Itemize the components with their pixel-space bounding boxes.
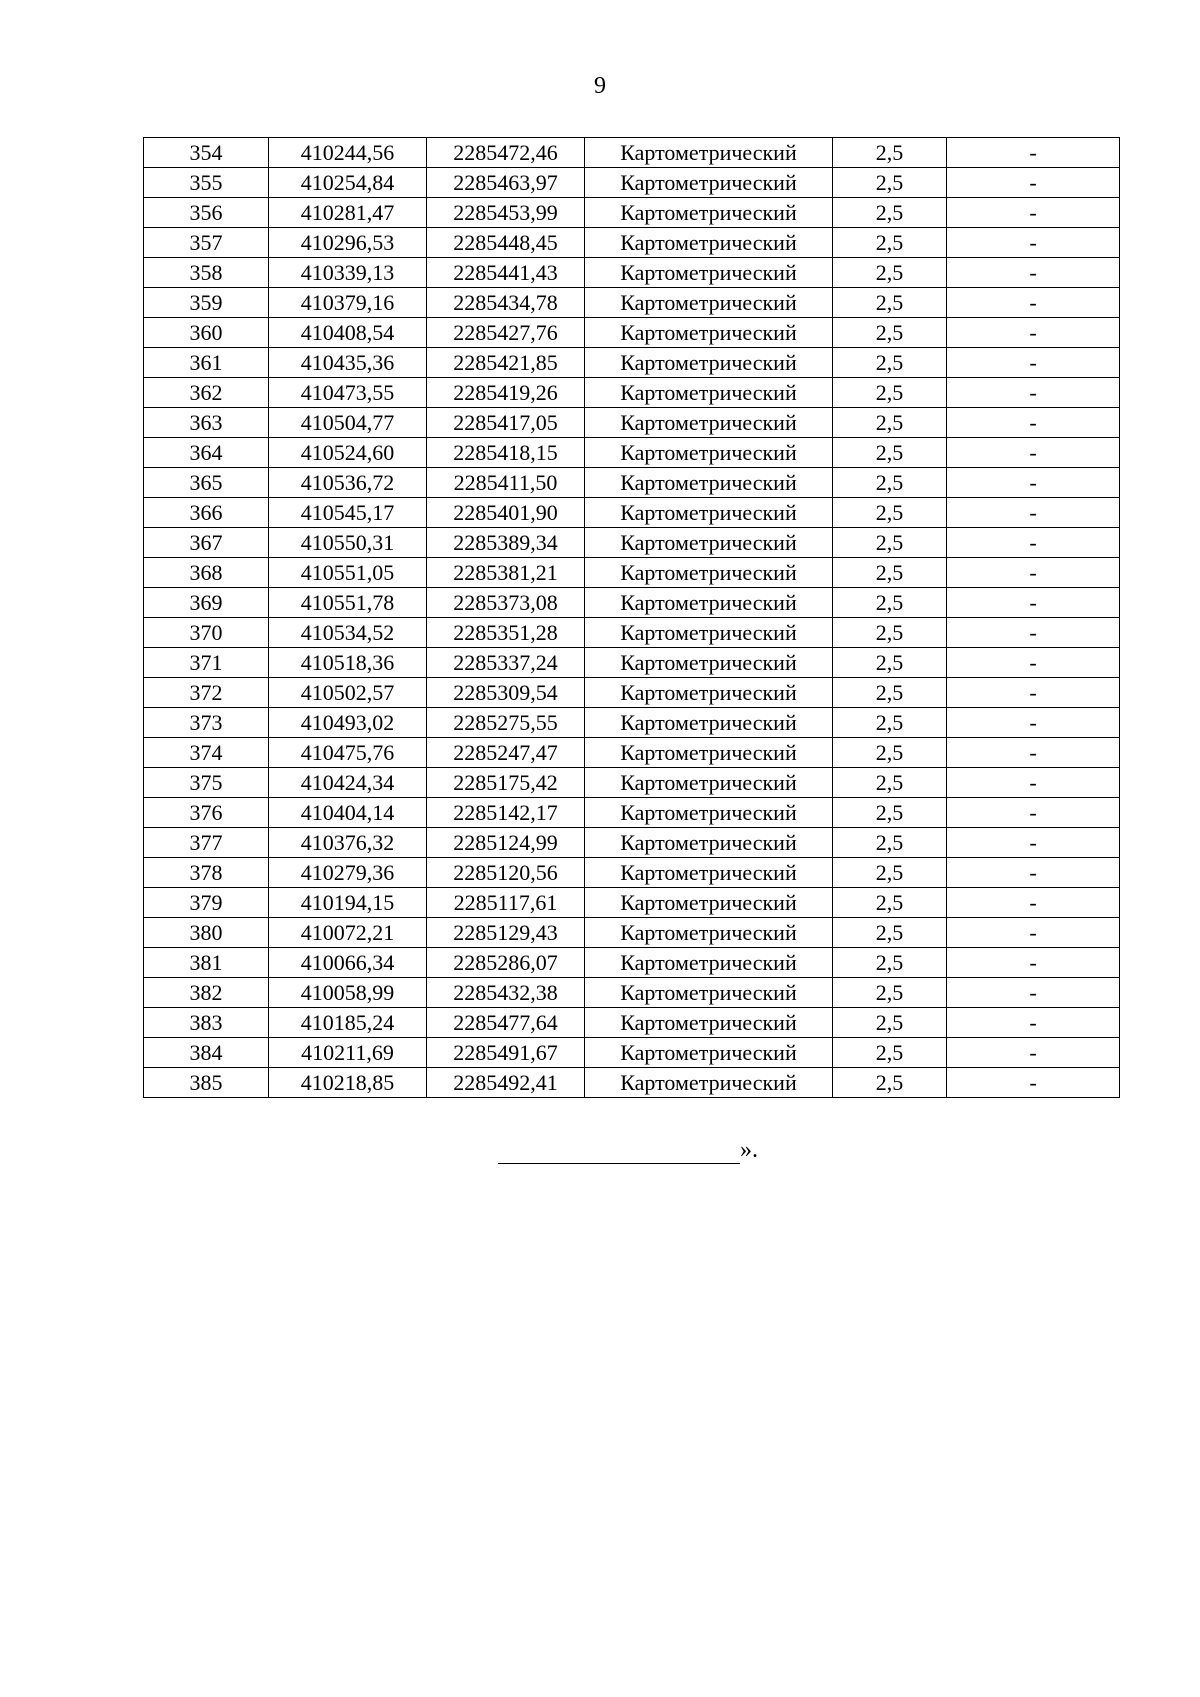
table-row (144, 1068, 1120, 1098)
precision-cell: 2,5 (833, 858, 947, 888)
point-number-cell: 376 (144, 798, 269, 828)
method-cell: Картометрический (585, 288, 833, 318)
precision-cell: 2,5 (833, 768, 947, 798)
note-cell: - (947, 1008, 1120, 1038)
x-coordinate-cell: 410194,15 (269, 888, 427, 918)
table-row (144, 828, 1120, 858)
x-coordinate-cell: 410536,72 (269, 468, 427, 498)
table-row (144, 678, 1120, 708)
precision-cell: 2,5 (833, 198, 947, 228)
table-row (144, 498, 1120, 528)
x-coordinate-cell: 410379,16 (269, 288, 427, 318)
x-coordinate-cell: 410279,36 (269, 858, 427, 888)
coordinates-table-body (144, 138, 1120, 1098)
note-cell: - (947, 678, 1120, 708)
precision-cell: 2,5 (833, 678, 947, 708)
table-row (144, 288, 1120, 318)
table-row (144, 918, 1120, 948)
precision-cell: 2,5 (833, 648, 947, 678)
x-coordinate-cell: 410545,17 (269, 498, 427, 528)
precision-cell: 2,5 (833, 228, 947, 258)
method-cell: Картометрический (585, 498, 833, 528)
method-cell: Картометрический (585, 468, 833, 498)
precision-cell: 2,5 (833, 288, 947, 318)
x-coordinate-cell: 410550,31 (269, 528, 427, 558)
coordinates-table (143, 137, 1120, 1098)
table-row (144, 708, 1120, 738)
table-row (144, 1038, 1120, 1068)
table-row (144, 558, 1120, 588)
table-row (144, 798, 1120, 828)
x-coordinate-cell: 410551,78 (269, 588, 427, 618)
precision-cell: 2,5 (833, 318, 947, 348)
table-row (144, 168, 1120, 198)
note-cell: - (947, 1068, 1120, 1098)
note-cell: - (947, 408, 1120, 438)
table-row (144, 588, 1120, 618)
method-cell: Картометрический (585, 858, 833, 888)
table-row (144, 348, 1120, 378)
precision-cell: 2,5 (833, 168, 947, 198)
y-coordinate-cell: 2285492,41 (427, 1068, 585, 1098)
x-coordinate-cell: 410254,84 (269, 168, 427, 198)
point-number-cell: 362 (144, 378, 269, 408)
x-coordinate-cell: 410424,34 (269, 768, 427, 798)
table-row (144, 378, 1120, 408)
x-coordinate-cell: 410408,54 (269, 318, 427, 348)
y-coordinate-cell: 2285432,38 (427, 978, 585, 1008)
method-cell: Картометрический (585, 648, 833, 678)
y-coordinate-cell: 2285401,90 (427, 498, 585, 528)
point-number-cell: 381 (144, 948, 269, 978)
point-number-cell: 380 (144, 918, 269, 948)
table-row (144, 858, 1120, 888)
method-cell: Картометрический (585, 258, 833, 288)
table-row (144, 948, 1120, 978)
precision-cell: 2,5 (833, 888, 947, 918)
closing-line (498, 1136, 758, 1164)
precision-cell: 2,5 (833, 618, 947, 648)
precision-cell: 2,5 (833, 948, 947, 978)
x-coordinate-cell: 410475,76 (269, 738, 427, 768)
note-cell: - (947, 828, 1120, 858)
method-cell: Картометрический (585, 438, 833, 468)
x-coordinate-cell: 410058,99 (269, 978, 427, 1008)
note-cell: - (947, 888, 1120, 918)
y-coordinate-cell: 2285477,64 (427, 1008, 585, 1038)
note-cell: - (947, 318, 1120, 348)
page-number: 9 (594, 73, 606, 99)
y-coordinate-cell: 2285286,07 (427, 948, 585, 978)
point-number-cell: 379 (144, 888, 269, 918)
precision-cell: 2,5 (833, 918, 947, 948)
x-coordinate-cell: 410435,36 (269, 348, 427, 378)
y-coordinate-cell: 2285120,56 (427, 858, 585, 888)
closing-quote-mark: ». (740, 1137, 758, 1163)
table-row (144, 318, 1120, 348)
x-coordinate-cell: 410518,36 (269, 648, 427, 678)
method-cell: Картометрический (585, 918, 833, 948)
note-cell: - (947, 498, 1120, 528)
method-cell: Картометрический (585, 168, 833, 198)
method-cell: Картометрический (585, 678, 833, 708)
x-coordinate-cell: 410524,60 (269, 438, 427, 468)
note-cell: - (947, 768, 1120, 798)
method-cell: Картометрический (585, 138, 833, 168)
note-cell: - (947, 738, 1120, 768)
x-coordinate-cell: 410066,34 (269, 948, 427, 978)
x-coordinate-cell: 410473,55 (269, 378, 427, 408)
point-number-cell: 383 (144, 1008, 269, 1038)
note-cell: - (947, 858, 1120, 888)
method-cell: Картометрический (585, 528, 833, 558)
y-coordinate-cell: 2285129,43 (427, 918, 585, 948)
y-coordinate-cell: 2285418,15 (427, 438, 585, 468)
x-coordinate-cell: 410339,13 (269, 258, 427, 288)
precision-cell: 2,5 (833, 348, 947, 378)
point-number-cell: 369 (144, 588, 269, 618)
y-coordinate-cell: 2285381,21 (427, 558, 585, 588)
note-cell: - (947, 138, 1120, 168)
x-coordinate-cell: 410502,57 (269, 678, 427, 708)
note-cell: - (947, 438, 1120, 468)
method-cell: Картометрический (585, 618, 833, 648)
x-coordinate-cell: 410296,53 (269, 228, 427, 258)
y-coordinate-cell: 2285427,76 (427, 318, 585, 348)
method-cell: Картометрический (585, 708, 833, 738)
method-cell: Картометрический (585, 558, 833, 588)
note-cell: - (947, 528, 1120, 558)
table-row (144, 198, 1120, 228)
table-row (144, 468, 1120, 498)
method-cell: Картометрический (585, 888, 833, 918)
table-row (144, 978, 1120, 1008)
note-cell: - (947, 258, 1120, 288)
y-coordinate-cell: 2285417,05 (427, 408, 585, 438)
note-cell: - (947, 978, 1120, 1008)
method-cell: Картометрический (585, 738, 833, 768)
method-cell: Картометрический (585, 318, 833, 348)
note-cell: - (947, 948, 1120, 978)
precision-cell: 2,5 (833, 498, 947, 528)
point-number-cell: 367 (144, 528, 269, 558)
precision-cell: 2,5 (833, 558, 947, 588)
note-cell: - (947, 378, 1120, 408)
method-cell: Картометрический (585, 588, 833, 618)
x-coordinate-cell: 410211,69 (269, 1038, 427, 1068)
table-row (144, 738, 1120, 768)
point-number-cell: 378 (144, 858, 269, 888)
y-coordinate-cell: 2285309,54 (427, 678, 585, 708)
table-row (144, 618, 1120, 648)
method-cell: Картометрический (585, 948, 833, 978)
y-coordinate-cell: 2285411,50 (427, 468, 585, 498)
precision-cell: 2,5 (833, 468, 947, 498)
x-coordinate-cell: 410281,47 (269, 198, 427, 228)
note-cell: - (947, 348, 1120, 378)
table-row (144, 228, 1120, 258)
y-coordinate-cell: 2285175,42 (427, 768, 585, 798)
point-number-cell: 355 (144, 168, 269, 198)
x-coordinate-cell: 410493,02 (269, 708, 427, 738)
y-coordinate-cell: 2285441,43 (427, 258, 585, 288)
y-coordinate-cell: 2285463,97 (427, 168, 585, 198)
y-coordinate-cell: 2285448,45 (427, 228, 585, 258)
table-row (144, 648, 1120, 678)
point-number-cell: 372 (144, 678, 269, 708)
note-cell: - (947, 588, 1120, 618)
note-cell: - (947, 468, 1120, 498)
precision-cell: 2,5 (833, 1038, 947, 1068)
method-cell: Картометрический (585, 1008, 833, 1038)
point-number-cell: 366 (144, 498, 269, 528)
y-coordinate-cell: 2285419,26 (427, 378, 585, 408)
table-row (144, 408, 1120, 438)
precision-cell: 2,5 (833, 828, 947, 858)
note-cell: - (947, 1038, 1120, 1068)
y-coordinate-cell: 2285373,08 (427, 588, 585, 618)
point-number-cell: 357 (144, 228, 269, 258)
precision-cell: 2,5 (833, 978, 947, 1008)
x-coordinate-cell: 410504,77 (269, 408, 427, 438)
point-number-cell: 363 (144, 408, 269, 438)
point-number-cell: 373 (144, 708, 269, 738)
precision-cell: 2,5 (833, 408, 947, 438)
table-row (144, 1008, 1120, 1038)
point-number-cell: 384 (144, 1038, 269, 1068)
y-coordinate-cell: 2285351,28 (427, 618, 585, 648)
method-cell: Картометрический (585, 978, 833, 1008)
table-row (144, 768, 1120, 798)
note-cell: - (947, 288, 1120, 318)
table-row (144, 438, 1120, 468)
method-cell: Картометрический (585, 198, 833, 228)
table-row (144, 138, 1120, 168)
precision-cell: 2,5 (833, 798, 947, 828)
x-coordinate-cell: 410185,24 (269, 1008, 427, 1038)
x-coordinate-cell: 410551,05 (269, 558, 427, 588)
precision-cell: 2,5 (833, 138, 947, 168)
point-number-cell: 356 (144, 198, 269, 228)
point-number-cell: 370 (144, 618, 269, 648)
y-coordinate-cell: 2285117,61 (427, 888, 585, 918)
note-cell: - (947, 168, 1120, 198)
method-cell: Картометрический (585, 1068, 833, 1098)
note-cell: - (947, 558, 1120, 588)
y-coordinate-cell: 2285434,78 (427, 288, 585, 318)
method-cell: Картометрический (585, 348, 833, 378)
point-number-cell: 368 (144, 558, 269, 588)
point-number-cell: 374 (144, 738, 269, 768)
point-number-cell: 377 (144, 828, 269, 858)
precision-cell: 2,5 (833, 1008, 947, 1038)
precision-cell: 2,5 (833, 588, 947, 618)
x-coordinate-cell: 410244,56 (269, 138, 427, 168)
y-coordinate-cell: 2285124,99 (427, 828, 585, 858)
y-coordinate-cell: 2285337,24 (427, 648, 585, 678)
point-number-cell: 361 (144, 348, 269, 378)
method-cell: Картометрический (585, 228, 833, 258)
table-row (144, 528, 1120, 558)
point-number-cell: 364 (144, 438, 269, 468)
table-row (144, 888, 1120, 918)
point-number-cell: 371 (144, 648, 269, 678)
method-cell: Картометрический (585, 378, 833, 408)
signature-underline (498, 1141, 740, 1164)
y-coordinate-cell: 2285491,67 (427, 1038, 585, 1068)
note-cell: - (947, 618, 1120, 648)
table-row (144, 258, 1120, 288)
point-number-cell: 358 (144, 258, 269, 288)
y-coordinate-cell: 2285247,47 (427, 738, 585, 768)
precision-cell: 2,5 (833, 378, 947, 408)
note-cell: - (947, 708, 1120, 738)
x-coordinate-cell: 410218,85 (269, 1068, 427, 1098)
precision-cell: 2,5 (833, 258, 947, 288)
y-coordinate-cell: 2285389,34 (427, 528, 585, 558)
y-coordinate-cell: 2285275,55 (427, 708, 585, 738)
y-coordinate-cell: 2285472,46 (427, 138, 585, 168)
point-number-cell: 365 (144, 468, 269, 498)
precision-cell: 2,5 (833, 528, 947, 558)
point-number-cell: 354 (144, 138, 269, 168)
note-cell: - (947, 918, 1120, 948)
x-coordinate-cell: 410376,32 (269, 828, 427, 858)
y-coordinate-cell: 2285421,85 (427, 348, 585, 378)
note-cell: - (947, 798, 1120, 828)
method-cell: Картометрический (585, 1038, 833, 1068)
precision-cell: 2,5 (833, 708, 947, 738)
point-number-cell: 360 (144, 318, 269, 348)
y-coordinate-cell: 2285453,99 (427, 198, 585, 228)
method-cell: Картометрический (585, 798, 833, 828)
precision-cell: 2,5 (833, 738, 947, 768)
method-cell: Картометрический (585, 768, 833, 798)
x-coordinate-cell: 410534,52 (269, 618, 427, 648)
method-cell: Картометрический (585, 828, 833, 858)
point-number-cell: 359 (144, 288, 269, 318)
point-number-cell: 382 (144, 978, 269, 1008)
note-cell: - (947, 228, 1120, 258)
precision-cell: 2,5 (833, 1068, 947, 1098)
x-coordinate-cell: 410072,21 (269, 918, 427, 948)
point-number-cell: 375 (144, 768, 269, 798)
method-cell: Картометрический (585, 408, 833, 438)
point-number-cell: 385 (144, 1068, 269, 1098)
precision-cell: 2,5 (833, 438, 947, 468)
note-cell: - (947, 648, 1120, 678)
note-cell: - (947, 198, 1120, 228)
y-coordinate-cell: 2285142,17 (427, 798, 585, 828)
x-coordinate-cell: 410404,14 (269, 798, 427, 828)
